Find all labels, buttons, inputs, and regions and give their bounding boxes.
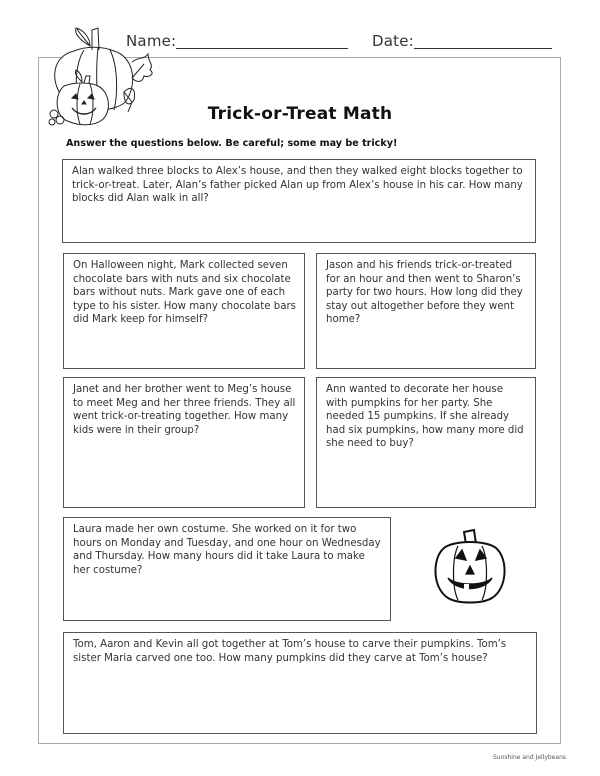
date-field[interactable] <box>414 48 552 49</box>
question-text: Jason and his friends trick-or-treated for an hour and then went to Sharon’s party for two hours. How long did they stay out altogether before they went home? <box>326 260 523 325</box>
question-text: Laura made her own costume. She worked on it for two hours on Monday and Tuesday, and one hour on Wednesday and Thursday. How many hours did it take Laura to make her costume? <box>73 524 381 576</box>
question-box-jason[interactable] <box>316 253 536 369</box>
question-text: Alan walked three blocks to Alex’s house, and then they walked eight blocks together to trick-or-treat. Later, Alan’s father picked Alan up from Alex’s house in his car. How many blocks did Alan walk in all? <box>72 166 523 204</box>
jack-o-lantern-icon <box>430 528 510 606</box>
question-box-tom[interactable] <box>63 632 537 734</box>
date-label: Date: <box>372 32 414 50</box>
name-label: Name: <box>126 32 177 50</box>
question-text: Ann wanted to decorate her house with pumpkins for her party. She needed 15 pumpkins. If she already had six pumpkins, how many more did she need to buy? <box>326 384 524 449</box>
question-box-alan[interactable] <box>62 159 536 243</box>
question-text: On Halloween night, Mark collected seven chocolate bars with nuts and six chocolate bars without nuts. Mark gave one of each type to his sister. How many chocolate bars did Mark keep for himself? <box>73 260 296 325</box>
worksheet-title: Trick-or-Treat Math <box>207 104 393 124</box>
question-text: Janet and her brother went to Meg’s house to meet Meg and her three friends. They all went trick-or-treating together. How many kids were in their group? <box>73 384 296 436</box>
question-box-laura[interactable] <box>63 517 391 621</box>
question-text: Tom, Aaron and Kevin all got together at Tom’s house to carve their pumpkins. Tom’s sister Maria carved one too. How many pumpkins did they carve at Tom’s house? <box>73 639 507 664</box>
question-box-janet[interactable] <box>63 377 305 508</box>
footer-credit: Sunshine and Jellybeans <box>492 754 566 761</box>
question-box-ann[interactable] <box>316 377 536 508</box>
instructions: Answer the questions below. Be careful; some may be tricky! <box>66 138 398 149</box>
question-box-mark[interactable] <box>63 253 305 369</box>
name-field[interactable] <box>176 48 348 49</box>
